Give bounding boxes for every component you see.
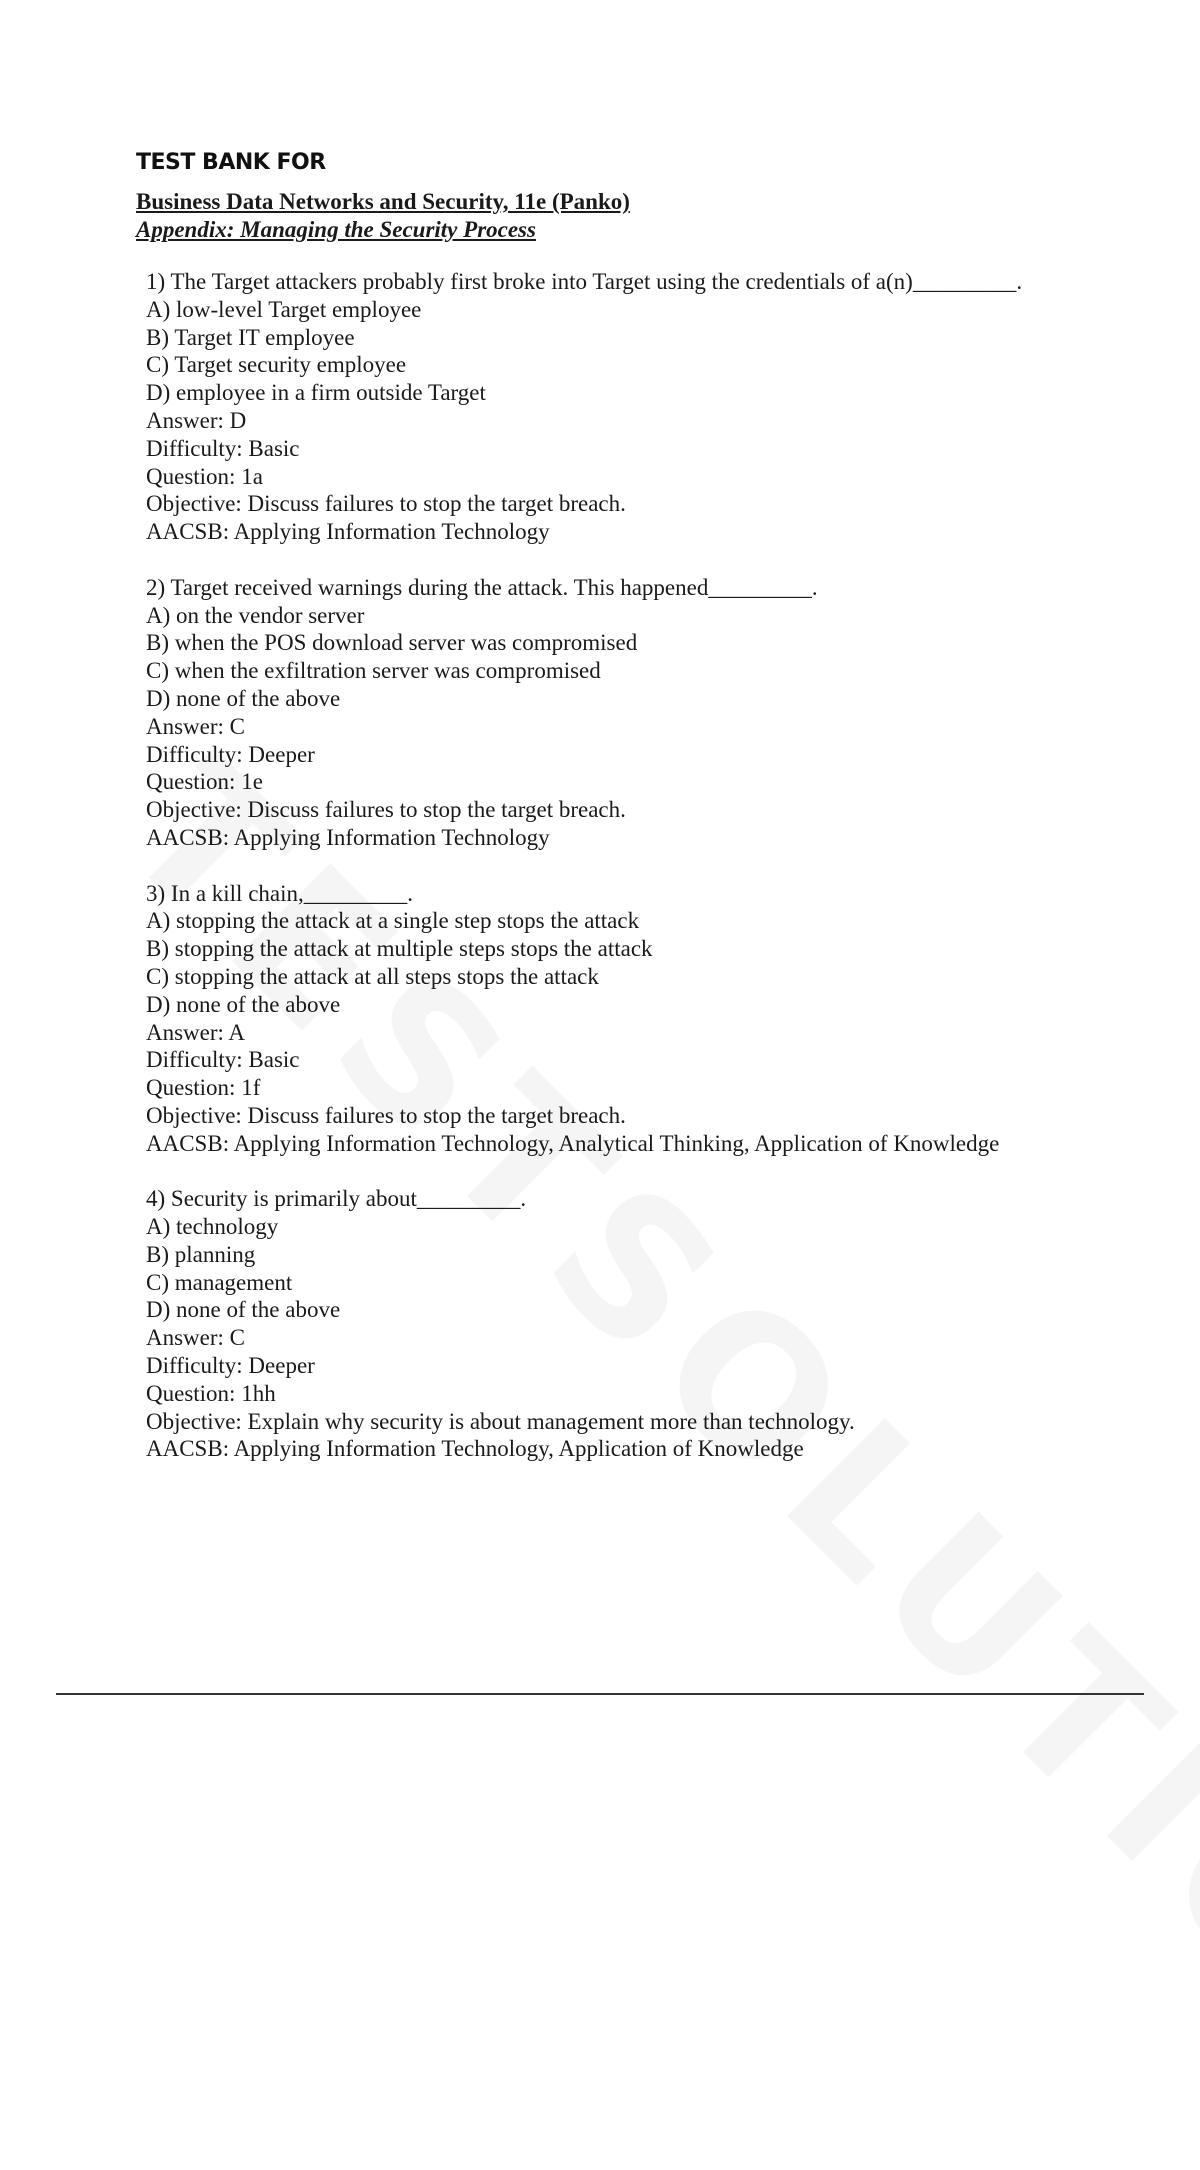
difficulty: Difficulty: Basic (146, 1047, 300, 1073)
difficulty: Difficulty: Basic (146, 435, 300, 461)
option-b: B) planning (146, 1241, 256, 1267)
option-a: A) on the vendor server (146, 602, 365, 628)
answer: Answer: A (146, 1019, 246, 1045)
question-ref: Question: 1hh (146, 1380, 276, 1406)
document-header (136, 150, 630, 243)
objective: Objective: Discuss failures to stop the target breach. (146, 1102, 626, 1128)
question-ref: Question: 1a (146, 463, 263, 489)
footer-rule (56, 1693, 1144, 1695)
question-ref: Question: 1f (146, 1075, 261, 1101)
question-stem: 1) The Target attackers probably first broke into Target using the credentials of a(n)_________. (146, 269, 1023, 294)
aacsb: AACSB: Applying Information Technology (146, 824, 550, 850)
answer: Answer: D (146, 407, 247, 433)
option-a: A) stopping the attack at a single step stops the attack (146, 908, 640, 934)
difficulty: Difficulty: Deeper (146, 741, 315, 767)
objective: Objective: Discuss failures to stop the target breach. (146, 797, 626, 823)
answer: Answer: C (146, 713, 246, 739)
doc-tag: TEST BANK FOR (136, 150, 326, 175)
book-title: Business Data Networks and Security, 11e (Panko) (136, 189, 630, 214)
option-c: C) when the exfiltration server was compromised (146, 658, 601, 684)
question-block-2 (146, 574, 1146, 852)
question-stem: 3) In a kill chain,_________. (146, 880, 414, 906)
question-stem: 4) Security is primarily about_________. (146, 1186, 527, 1212)
option-a: A) low-level Target employee (146, 296, 422, 322)
option-c: C) Target security employee (146, 352, 407, 378)
objective: Objective: Explain why security is about management more than technology. (146, 1408, 855, 1434)
difficulty: Difficulty: Deeper (146, 1353, 315, 1379)
option-c: C) management (146, 1269, 293, 1295)
option-d: D) none of the above (146, 1297, 341, 1323)
option-d: D) employee in a firm outside Target (146, 380, 486, 406)
objective: Objective: Discuss failures to stop the target breach. (146, 491, 626, 517)
aacsb: AACSB: Applying Information Technology (146, 519, 550, 545)
question-list (146, 268, 1146, 1463)
option-b: B) Target IT employee (146, 324, 355, 350)
question-block-3 (146, 880, 1146, 1158)
option-b: B) when the POS download server was compromised (146, 630, 638, 656)
question-stem: 2) Target received warnings during the attack. This happened_________. (146, 574, 818, 600)
option-d: D) none of the above (146, 685, 341, 711)
option-d: D) none of the above (146, 991, 341, 1017)
question-block-4 (146, 1185, 1146, 1463)
answer: Answer: C (146, 1325, 246, 1351)
aacsb: AACSB: Applying Information Technology, Analytical Thinking, Application of Knowledge (146, 1130, 1000, 1156)
aacsb: AACSB: Applying Information Technology, Application of Knowledge (146, 1436, 804, 1462)
question-ref: Question: 1e (146, 769, 263, 795)
chapter-title: Appendix: Managing the Security Process (136, 217, 536, 242)
question-block-1 (146, 268, 1146, 546)
option-b: B) stopping the attack at multiple steps stops the attack (146, 936, 653, 962)
option-c: C) stopping the attack at all steps stops the attack (146, 963, 599, 989)
option-a: A) technology (146, 1214, 279, 1240)
